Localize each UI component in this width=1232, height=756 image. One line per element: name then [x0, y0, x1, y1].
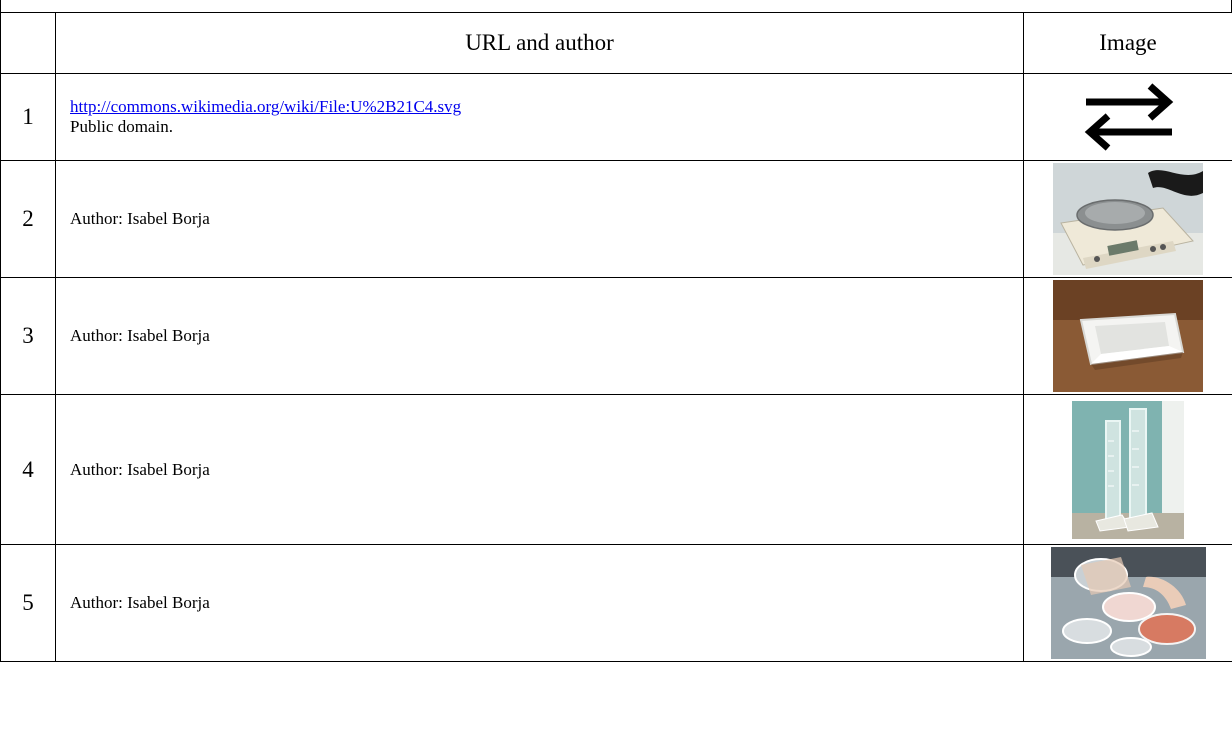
weighing-boat-photo [1053, 280, 1203, 392]
image-cell [1024, 74, 1232, 161]
url-author-cell [56, 395, 1024, 545]
header-number [1, 13, 56, 74]
image-credits-table [0, 12, 1232, 662]
row-number: 3 [1, 278, 56, 395]
author-text: Author: Isabel Borja [70, 593, 210, 612]
url-author-cell [56, 278, 1024, 395]
header-image: Image [1024, 13, 1232, 74]
image-cell [1024, 545, 1232, 662]
image-cell [1024, 395, 1232, 545]
table-row [1, 395, 1232, 545]
header-url-author: URL and author [56, 13, 1024, 74]
heading-strip [0, 0, 1232, 12]
source-link[interactable]: http://commons.wikimedia.org/wiki/File:U%2B21C4.svg [70, 97, 462, 116]
table-row [1, 278, 1232, 395]
image-cell [1024, 161, 1232, 278]
author-text: Public domain. [70, 117, 173, 136]
image-cell [1024, 278, 1232, 395]
url-author-cell [56, 74, 1024, 161]
table-row [1, 74, 1232, 161]
right-left-arrows-icon [1078, 82, 1178, 152]
row-number: 1 [1, 74, 56, 161]
row-number: 4 [1, 395, 56, 545]
author-text: Author: Isabel Borja [70, 209, 210, 228]
table-row [1, 545, 1232, 662]
row-number: 2 [1, 161, 56, 278]
petri-dishes-photo [1051, 547, 1206, 659]
electronic-scale-photo [1053, 163, 1203, 275]
table-row [1, 161, 1232, 278]
table-header-row [1, 13, 1232, 74]
author-text: Author: Isabel Borja [70, 459, 210, 479]
author-text: Author: Isabel Borja [70, 326, 210, 345]
url-author-cell [56, 545, 1024, 662]
url-author-cell [56, 161, 1024, 278]
row-number: 5 [1, 545, 56, 662]
graduated-cylinders-photo [1072, 401, 1184, 539]
